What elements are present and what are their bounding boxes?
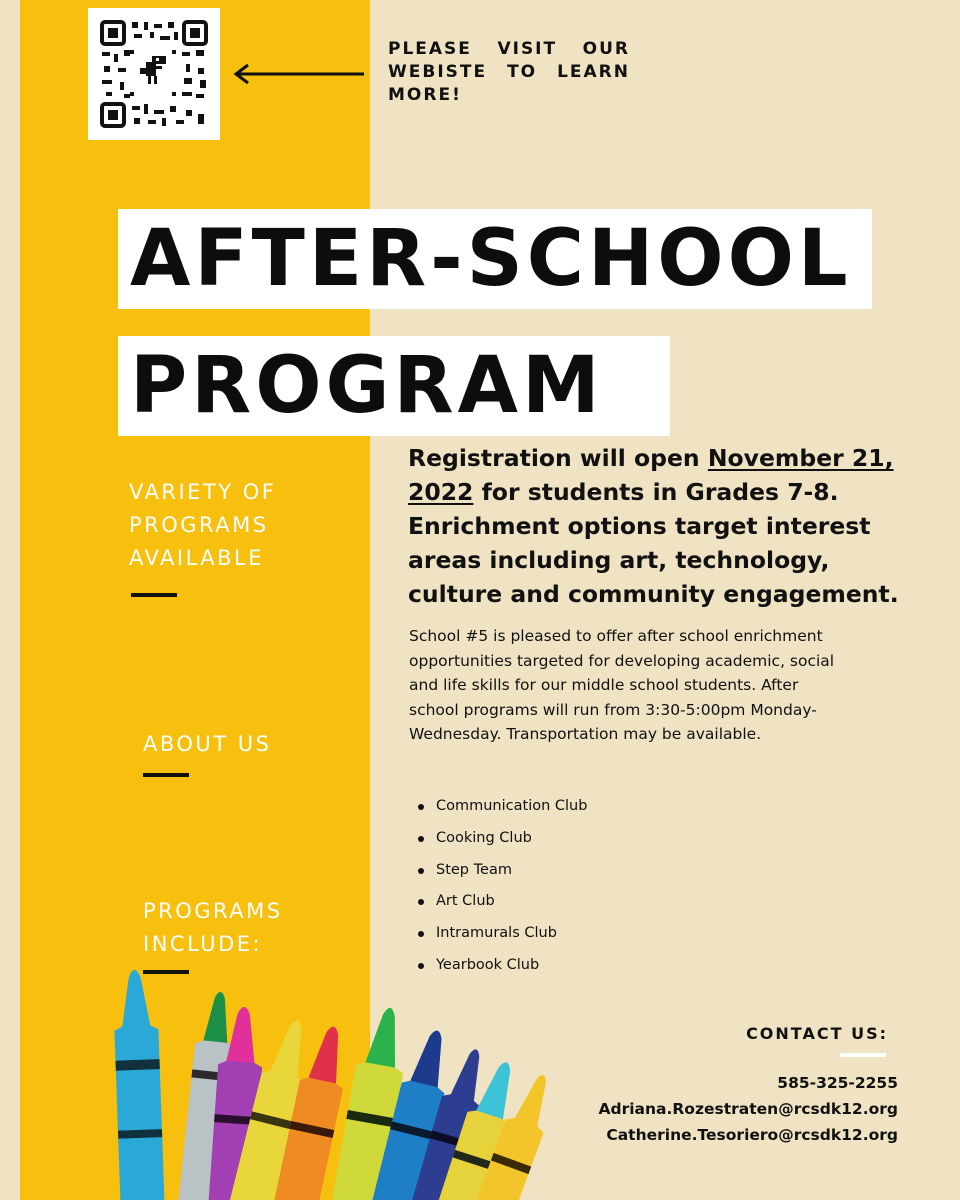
list-item: Intramurals Club (416, 918, 587, 950)
website-prompt: PLEASE VISIT OUR WEBISTE TO LEARN MORE! (388, 39, 630, 105)
sidebar-programs-line: INCLUDE: (143, 932, 263, 956)
contact-email-2[interactable]: Catherine.Tesoriero@rcsdk12.org (606, 1126, 898, 1144)
sidebar-variety-line: AVAILABLE (129, 546, 265, 570)
sidebar-programs-line: PROGRAMS (143, 899, 283, 923)
list-item: Communication Club (416, 791, 587, 823)
sidebar-variety-line: PROGRAMS (129, 513, 269, 537)
list-item: Art Club (416, 886, 587, 918)
headline-suffix: for students in Grades 7-8. Enrichment options target interest areas including art, technology, culture and community engagement. (408, 478, 899, 608)
title-line-2: PROGRAM (118, 336, 670, 436)
contact-email-1[interactable]: Adriana.Rozestraten@rcsdk12.org (598, 1100, 898, 1118)
sidebar-variety-line: VARIETY OF (129, 480, 277, 504)
crayons-illustration (0, 940, 600, 1200)
sidebar-about-label: ABOUT US (143, 732, 272, 756)
registration-date: November 21, (707, 444, 894, 472)
sidebar-divider (131, 593, 177, 597)
list-item: Step Team (416, 855, 587, 887)
contact-phone[interactable]: 585-325-2255 (777, 1074, 898, 1092)
headline-prefix: Registration will open (408, 444, 708, 472)
contact-divider (840, 1053, 886, 1057)
contact-title: CONTACT US: (746, 1024, 888, 1043)
sidebar-divider (143, 773, 189, 777)
title-line-1: AFTER-SCHOOL (118, 209, 872, 309)
registration-headline (408, 441, 908, 611)
registration-year: 2022 (408, 478, 474, 506)
qr-code-icon (98, 18, 210, 130)
list-item: Cooking Club (416, 823, 587, 855)
list-item: Yearbook Club (416, 950, 587, 982)
about-paragraph: School #5 is pleased to offer after school enrichment opportunities targeted for developing academic, social and life skills for our middle school students. After school programs will run from 3:30-5:00pm Monday-Wednesday. Transportation may be available. (409, 627, 835, 743)
arrow-left-icon (232, 63, 366, 85)
qr-code[interactable] (88, 8, 220, 140)
sidebar-variety-label (129, 476, 276, 575)
